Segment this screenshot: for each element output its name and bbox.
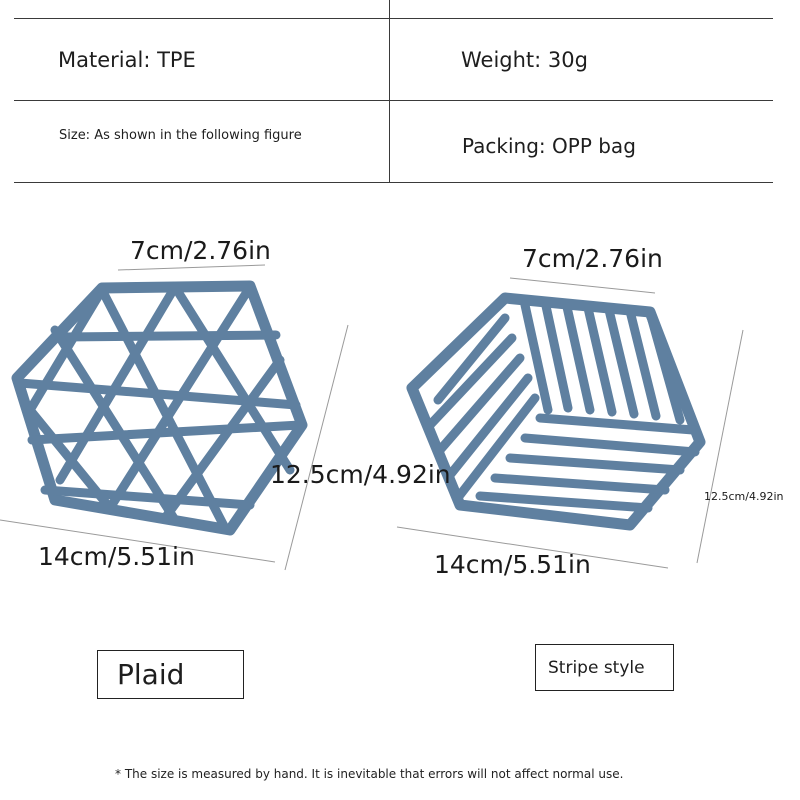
stripe-top-dimension: 7cm/2.76in [522, 244, 663, 273]
stripe-label-box [535, 644, 674, 691]
plaid-label-box [97, 650, 244, 699]
plaid-top-dimension: 7cm/2.76in [130, 236, 271, 265]
stripe-bottom-dimension: 14cm/5.51in [434, 550, 591, 579]
plaid-label: Plaid [117, 658, 185, 691]
stripe-trivet [412, 298, 700, 525]
plaid-side-dim-line [285, 325, 348, 570]
stripe-side-dim-line [697, 330, 743, 563]
measurement-footnote: * The size is measured by hand. It is inevitable that errors will not affect normal use. [115, 767, 624, 781]
spec-packing: Packing: OPP bag [462, 134, 636, 158]
spec-weight: Weight: 30g [461, 48, 588, 72]
spec-size: Size: As shown in the following figure [59, 128, 302, 143]
plaid-bottom-dimension: 14cm/5.51in [38, 542, 195, 571]
stripe-label: Stripe style [548, 657, 645, 678]
plaid-side-dimension: 12.5cm/4.92in [270, 460, 451, 489]
plaid-trivet [17, 286, 302, 530]
stripe-top-dim-line [510, 278, 655, 293]
spec-material: Material: TPE [58, 48, 196, 72]
plaid-top-dim-line [118, 265, 265, 270]
stripe-side-dimension: 12.5cm/4.92in [704, 490, 784, 503]
